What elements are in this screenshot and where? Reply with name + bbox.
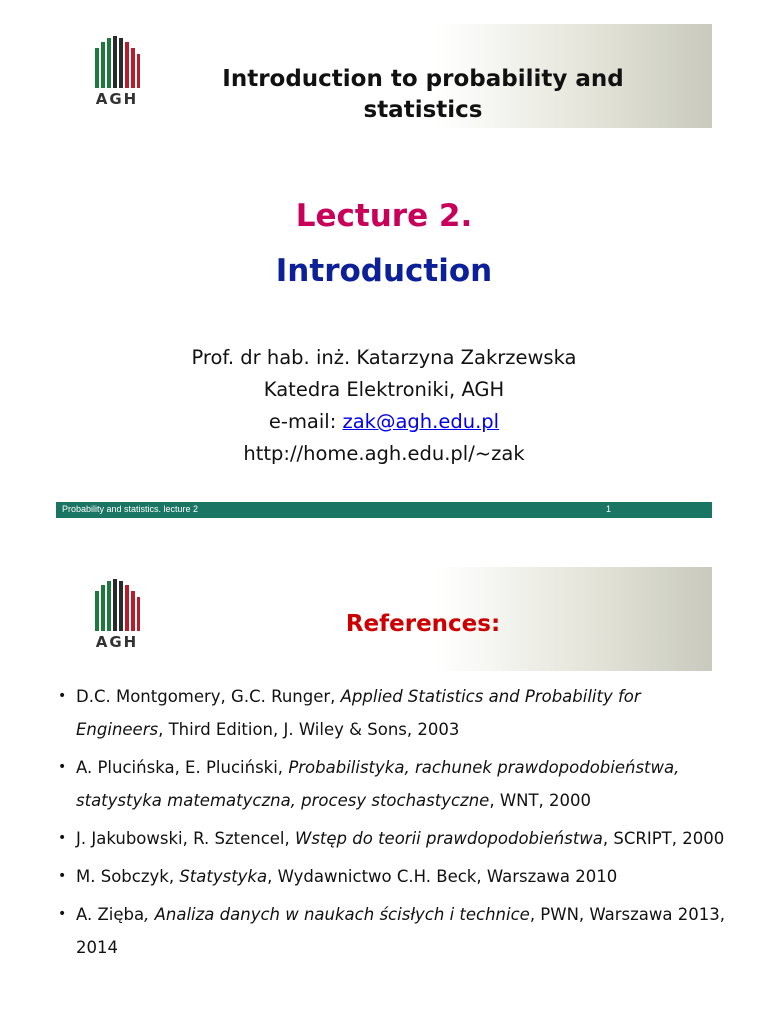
reference-publisher: , PWN, Warszawa 2013, 2014 — [76, 905, 726, 957]
reference-title: Statystyka — [179, 867, 268, 886]
reference-item — [56, 860, 726, 893]
bullet-icon: • — [58, 688, 67, 704]
reference-title: , Analiza danych w naukach ścisłych i technice — [144, 905, 530, 924]
reference-publisher: , Third Edition, J. Wiley & Sons, 2003 — [158, 720, 460, 739]
author-name: Prof. dr hab. inż. Katarzyna Zakrzewska — [191, 346, 577, 369]
agh-logo-text: AGH — [95, 90, 139, 108]
reference-authors: J. Jakubowski, R. Sztencel, — [76, 829, 296, 848]
reference-authors: M. Sobczyk, — [76, 867, 180, 886]
reference-authors: D.C. Montgomery, G.C. Runger, — [76, 687, 341, 706]
reference-publisher: , WNT, 2000 — [489, 791, 592, 810]
bullet-icon: • — [58, 759, 67, 775]
email-link[interactable]: zak@agh.edu.pl — [342, 410, 500, 433]
author-department: Katedra Elektroniki, AGH — [263, 378, 505, 401]
reference-publisher: , SCRIPT, 2000 — [602, 829, 725, 848]
page-number: 1 — [606, 504, 612, 514]
reference-item — [56, 822, 726, 855]
lecture-number: Lecture 2. — [295, 198, 473, 234]
references-list — [56, 680, 726, 969]
reference-publisher: , Wydawnictwo C.H. Beck, Warszawa 2010 — [267, 867, 618, 886]
bullet-icon: • — [58, 868, 67, 884]
references-title: References: — [345, 611, 501, 637]
reference-title: Probabilistyka, rachunek prawdopodobieństwa, statystyka matematyczna, procesy stochastyczne — [76, 758, 680, 810]
course-title-line-2: statistics — [363, 97, 483, 123]
reference-item — [56, 751, 726, 817]
bullet-icon: • — [58, 830, 67, 846]
course-title-line-1: Introduction to probability and — [222, 66, 624, 92]
reference-item — [56, 898, 726, 964]
email-label: e-mail: — [268, 410, 337, 433]
reference-title: Wstęp do teorii prawdopodobieństwa — [295, 829, 603, 848]
reference-authors: A. Plucińska, E. Pluciński, — [76, 758, 289, 777]
slide-2-header-banner — [56, 567, 712, 671]
agh-logo-text: AGH — [95, 633, 139, 651]
reference-title: Applied Statistics and Probability for Engineers — [76, 687, 641, 739]
lecture-topic: Introduction — [275, 253, 493, 289]
agh-logo-icon — [92, 577, 142, 633]
reference-item — [56, 680, 726, 746]
agh-logo — [92, 577, 142, 659]
homepage-url: http://home.agh.edu.pl/~zak — [243, 442, 525, 465]
reference-authors: A. Zięba — [76, 905, 145, 924]
footer-text: Probability and statistics. lecture 2 — [62, 504, 199, 514]
bullet-icon: • — [58, 906, 67, 922]
